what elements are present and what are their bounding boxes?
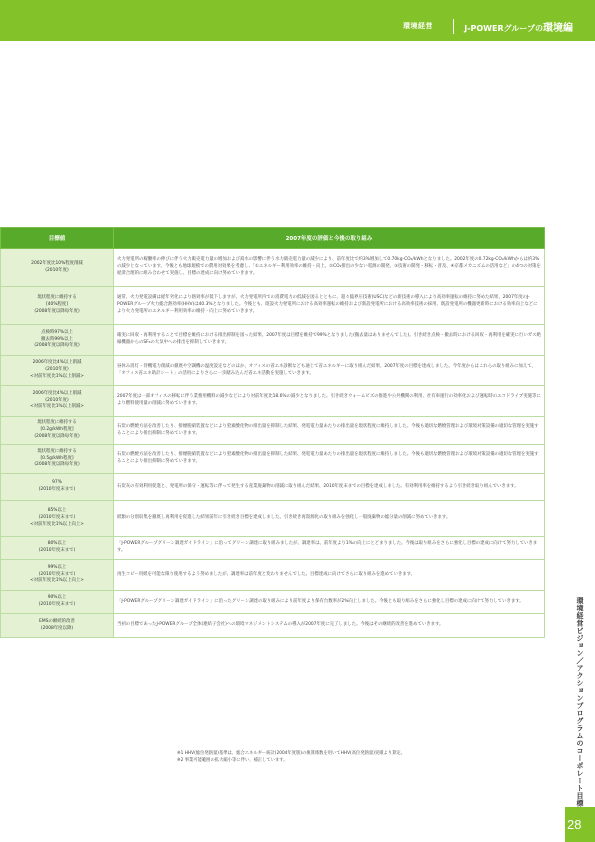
evaluation-cell: 通常、火力発電設備は経年劣化により熱効率が低下しますが、火力発電所内での消費電力の低減を図るとともに、超々臨界圧技術(USC)などの新技術の導入により高効率運転の維持に努めた結果、2007年度のJ-POWERグループ火力総合熱効率(HHV)は40.3%となりました。今後とも、既設火力発電所における高効率運転の維持および新設発電所における高効率技術の採用、既設発電所の機器更新時における効率向上などにより火力発電所のエネルギー利用効率の維持・向上に努めていきます。 bbox=[114, 287, 545, 325]
target-cell bbox=[1, 537, 114, 560]
target-cell bbox=[1, 325, 114, 356]
table-row bbox=[1, 386, 545, 417]
page-number: 28 bbox=[567, 817, 582, 832]
target-line: (2010年度末まで) bbox=[38, 487, 76, 492]
target-line: 85%以上 bbox=[47, 508, 67, 514]
target-line: 90%以上 bbox=[47, 595, 67, 601]
target-cell bbox=[1, 474, 114, 501]
target-line: 97% bbox=[52, 480, 62, 486]
table-row bbox=[1, 474, 545, 501]
target-line: 撤去時99%以上 bbox=[41, 336, 73, 342]
page-number-box bbox=[565, 807, 595, 842]
target-line: 点検時97%以上 bbox=[41, 329, 73, 335]
target-cell bbox=[1, 417, 114, 445]
target-line: 80%以上 bbox=[47, 541, 67, 547]
table-row bbox=[1, 417, 545, 445]
target-line: (2008年度以降) bbox=[40, 625, 74, 631]
target-line: [40%程度] bbox=[46, 302, 68, 308]
table-row bbox=[1, 249, 545, 287]
target-line: <対前年度比1%以上向上> bbox=[30, 521, 84, 527]
table-row bbox=[1, 325, 545, 356]
target-line: (2008年度以降毎年度) bbox=[34, 462, 80, 468]
table-row bbox=[1, 501, 545, 537]
targets-table-wrap bbox=[0, 227, 544, 638]
evaluation-cell: 紙類の分別収集を徹底し再利用を促進した結果前年に引き続き目標を達成しました。引き続き再資源化の取り組みを強化し一般廃棄物の総分量の削減に努めていきます。 bbox=[114, 501, 545, 537]
evaluation-cell: 2007年度は一部オフィスの移転に伴う業務用機料の減少などにより対前年度比18.6%の減少となりました。引き続きウォームビズの推進や公共機関の利用、社有車運行の効率化および運転時のエコドライブ実施等により燃料使用量の削減に努めていきます。 bbox=[114, 386, 545, 417]
target-line: 2006年度比4%以上削減 bbox=[32, 390, 82, 396]
target-line: (2010年度) bbox=[45, 267, 69, 273]
table-row bbox=[1, 537, 545, 560]
footnote: ※1 HHV(総位発熱量)基準は、総合エネルギー統計(2004年度版)の換算係数を用いてHHV(高位発熱量)実績より算定。 bbox=[177, 751, 405, 756]
target-line: 現状程度に維持する bbox=[37, 420, 77, 426]
table-body bbox=[1, 249, 545, 638]
table-row bbox=[1, 614, 545, 638]
evaluation-cell: 当初の目標であったJ-POWERグループ全体(連結子会社)への環境マネジメントシステムの導入が2007年度に完了しました。今後はその継続的改善を進めていきます。 bbox=[114, 614, 545, 638]
table-row bbox=[1, 356, 545, 386]
target-line: <対前年度比1%以上削減> bbox=[30, 373, 84, 379]
target-line: [0.5g/kWh程度] bbox=[40, 455, 74, 461]
tab-prefix: J-POWERグループの bbox=[464, 24, 543, 33]
evaluation-cell: 昼休み消灯・待機電力削減の徹底や空調機の温度設定などのほか、オフィスの省エネ診断なども通じて省エネルギーに取り組んだ結果、2007年度の目標を達成しました。今年度からはこれらの取り組みに加えて、「オフィス省エネ助計シート」の活用によりさらに一歩踏み込んだ省エネ活動を実施していきます。 bbox=[114, 356, 545, 386]
targets-table bbox=[0, 227, 545, 638]
header-bar bbox=[0, 0, 595, 41]
target-line: (2010年度末まで) bbox=[38, 602, 76, 607]
evaluation-cell: 石炭の燃焼方法を改善したり、排煙脱硝装置などにより窒素酸化物の排出量を抑制した結果、発電電力量あたりの排出量を現状程度に維持しました。今後も適切な燃焼管理および環境対策設備の適切な管理を実施することにより排出抑制に努めていきます。 bbox=[114, 417, 545, 445]
target-line: 現状程度に維持する bbox=[37, 295, 77, 301]
table-row bbox=[1, 445, 545, 474]
footnote: ※2 事業可能範囲の拡大縮小等に伴い、補正しています。 bbox=[177, 757, 288, 763]
tab-bold: 環境編 bbox=[543, 23, 573, 34]
target-line: 現状程度に維持する bbox=[37, 448, 77, 454]
target-cell bbox=[1, 287, 114, 325]
target-line: [0.2g/kWh程度] bbox=[40, 427, 74, 433]
table-row bbox=[1, 560, 545, 591]
target-line: <対前年度比1%以上削減> bbox=[30, 404, 84, 410]
table-header-row bbox=[1, 228, 545, 249]
target-cell bbox=[1, 501, 114, 537]
target-line: (2008年度以降毎年度) bbox=[34, 343, 80, 349]
evaluation-cell: 「J-POWERグループグリーン調達ガイドライン」に沿ってグリーン調達に取り組みましたが、調達率は、前年度より1%の向上にとどまりました。今後は取り組みをさらに強化し目標の達成に向けて努力していきます。 bbox=[114, 537, 545, 560]
table-row bbox=[1, 591, 545, 614]
evaluation-cell: 「J-POWERグループグリーン調達ガイドライン」に沿ったグリーン調達の取り組みにより前年度より保有台数率が2%向上しました。今後とも取り組みをさらに強化し目標の達成に向けて努力していきます。 bbox=[114, 591, 545, 614]
target-line: (2010年度) bbox=[45, 367, 69, 373]
target-cell bbox=[1, 356, 114, 386]
evaluation-cell: 石炭灰の有効利用促進と、発電所の保守・運転等に伴って発生する産業廃棄物の削減に取り組んだ結果、2010年度末までの目標を達成しました。有効利用率を維持するよう引き続き取り組んでいきます。 bbox=[114, 474, 545, 501]
target-cell bbox=[1, 591, 114, 614]
target-line: (2010年度) bbox=[45, 397, 69, 403]
target-cell bbox=[1, 560, 114, 591]
target-line: 2002年度比10%程度削減 bbox=[31, 260, 83, 266]
target-line: <対前年度比1%以上向上> bbox=[30, 578, 84, 584]
target-cell bbox=[1, 249, 114, 287]
evaluation-cell: 火力発電所の稼働率の伸びに伴う火力販売電力量の増加および渇水の影響に伴う水力販売電力量の減少により、前年度比で約3%増加して0.70kg-CO₂/kWhとなりました。2002年度の0.72kg-CO₂/kWhからは約3%の減少となっています。今後とも地球規模での費用対効果を考慮し、「①エネルギー利用効率の維持・向上、②CO₂排出の少ない電源の開発、③技術の開発・移転・普及、④京都メカニズムの活用など」の4つの対策を経済合理的に組み合わせて実施し、目標の達成に向け努めていきます。 bbox=[114, 249, 545, 287]
target-cell bbox=[1, 445, 114, 474]
target-cell bbox=[1, 386, 114, 417]
evaluation-cell: 石炭の燃焼方法を改善したり、排煙脱硝装置などにより窒素酸化物の排出量を抑制した結果、発電電力量あたりの排出量を現状程度に維持しました。今後も適切な燃焼管理および環境対策設備の適切な管理を実施することにより排出抑制に努めていきます。 bbox=[114, 445, 545, 474]
target-line: (2010年度末まで) bbox=[38, 515, 76, 521]
section-label: 環境経営 bbox=[403, 22, 433, 30]
side-title: 環境経営ビジョン／アクションプログラムのコーポレート目標 bbox=[576, 597, 584, 807]
header-evaluation: 2007年度の評価と今後の取り組み bbox=[114, 228, 545, 249]
target-cell bbox=[1, 614, 114, 638]
target-line: (2010年度末まで) bbox=[38, 548, 76, 553]
evaluation-cell: 再生コピー用紙を可能な限り使用するよう努めましたが、調達率は前年度と変わりませんでした。目標達成に向けてさらに取り組みを進めていきます。 bbox=[114, 560, 545, 591]
target-line: 99%以上 bbox=[47, 564, 67, 570]
footnotes bbox=[177, 751, 537, 765]
target-line: 2006年度比4%以上削減 bbox=[32, 360, 82, 366]
evaluation-cell: 確実に回収・再利用することで目標を維持における排出抑制を図った結果、2007年度は目標を維持で99%となりました(撤去量はありませんでした)。引き続き点検・撤去時における回収・再利用を確実に行いガス絶縁機器からのSF₆の大気中への排出を抑制していきます。 bbox=[114, 325, 545, 356]
target-line: EMSの継続的改善 bbox=[39, 618, 75, 624]
table-row bbox=[1, 287, 545, 325]
target-line: (2010年度末まで) bbox=[38, 571, 76, 577]
target-line: (2008年度以降毎年度) bbox=[34, 308, 80, 314]
header-target: 目標値 bbox=[1, 228, 114, 249]
target-line: (2008年度以降毎年度) bbox=[34, 433, 80, 439]
section-tab[interactable] bbox=[453, 19, 573, 34]
